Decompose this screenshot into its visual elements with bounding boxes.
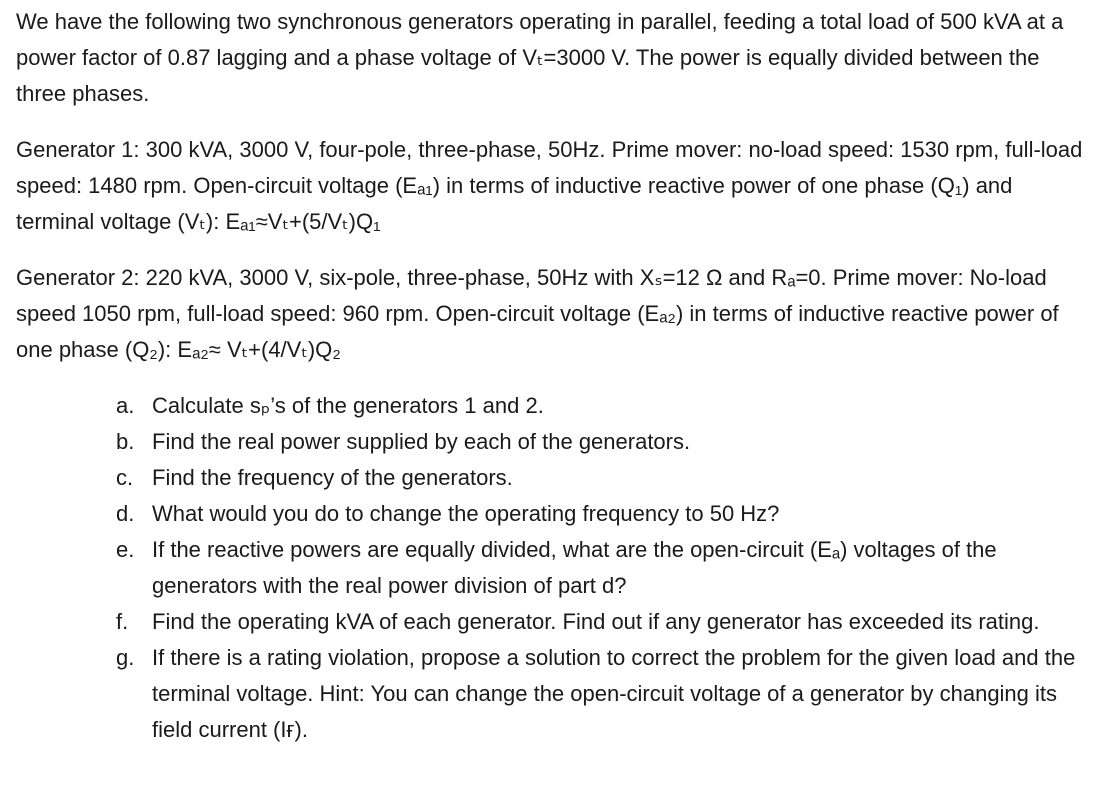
- list-item: [116, 532, 1076, 604]
- list-item-letter: a.: [116, 393, 135, 418]
- list-item: [116, 496, 1076, 532]
- question-list: [16, 388, 1083, 748]
- list-item-letter: e.: [116, 537, 135, 562]
- list-item-letter: f.: [116, 609, 129, 634]
- list-item-text: Calculate sₚ’s of the generators 1 and 2.: [152, 393, 544, 418]
- list-item: [116, 424, 1076, 460]
- generator-2-paragraph: Generator 2: 220 kVA, 3000 V, six-pole, three-phase, 50Hz with Xₛ=12 Ω and Rₐ=0. Prime mover: No-load speed 1050 rpm, full-load speed: 960 rpm. Open-circuit voltage (Eₐ₂) in terms of inductive reactive power of one phase (Q₂): Eₐ₂≈ Vₜ+(4/Vₜ)Q₂: [16, 265, 1059, 362]
- list-item: [116, 640, 1076, 748]
- list-item: [116, 604, 1076, 640]
- list-item: [116, 460, 1076, 496]
- list-item-letter: b.: [116, 429, 135, 454]
- intro-paragraph: We have the following two synchronous generators operating in parallel, feeding a total load of 500 kVA at a power factor of 0.87 lagging and a phase voltage of Vₜ=3000 V. The power is equally divided between the three phases.: [16, 9, 1064, 106]
- list-item-text: What would you do to change the operating frequency to 50 Hz?: [152, 501, 780, 526]
- list-item-text: Find the operating kVA of each generator. Find out if any generator has exceeded its rating.: [152, 609, 1040, 634]
- list-item-letter: g.: [116, 645, 135, 670]
- list-item-letter: d.: [116, 501, 135, 526]
- generator-1-paragraph: Generator 1: 300 kVA, 3000 V, four-pole, three-phase, 50Hz. Prime mover: no-load speed: 1530 rpm, full-load speed: 1480 rpm. Open-circuit voltage (Eₐ₁) in terms of inductive reactive power of one phase (Q₁) and terminal voltage (Vₜ): Eₐ₁≈Vₜ+(5/Vₜ)Q₁: [16, 137, 1083, 234]
- list-item-text: Find the real power supplied by each of the generators.: [152, 429, 691, 454]
- list-item-text: If there is a rating violation, propose a solution to correct the problem for the given load and the terminal voltage. Hint: You can change the open-circuit voltage of a generator by changing its field current (Iғ).: [152, 645, 1076, 742]
- list-item-letter: c.: [116, 465, 134, 490]
- list-item-text: If the reactive powers are equally divided, what are the open-circuit (Eₐ) voltages of the generators with the real power division of part d?: [152, 537, 997, 598]
- list-item-text: Find the frequency of the generators.: [152, 465, 513, 490]
- list-item: [116, 388, 1076, 424]
